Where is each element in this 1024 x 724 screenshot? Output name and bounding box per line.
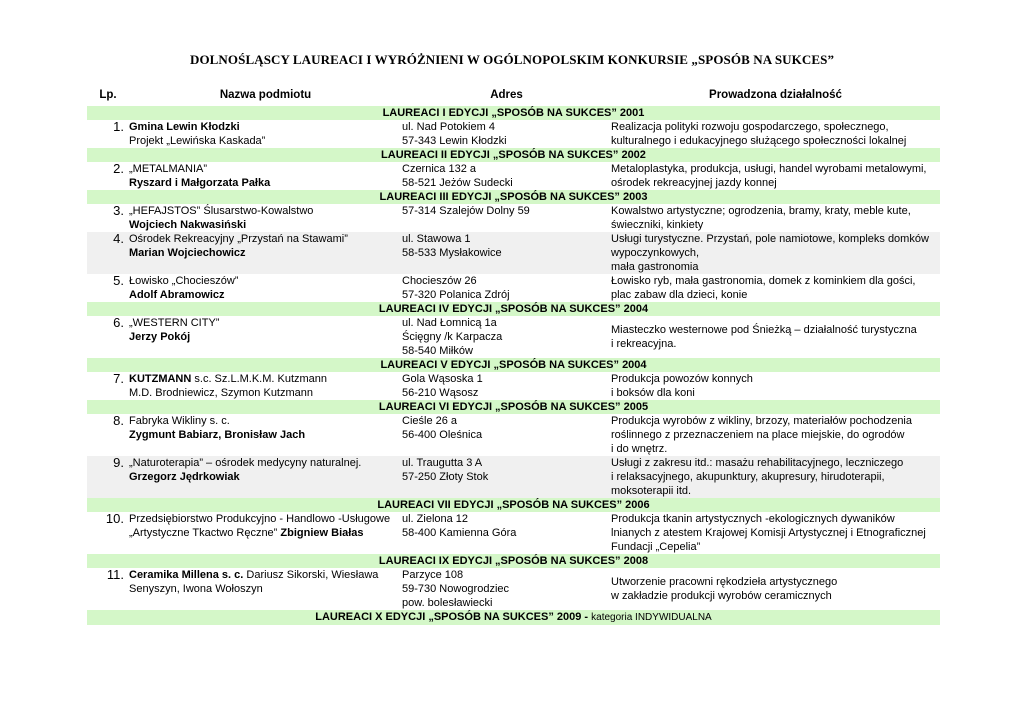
entity-name: „HEFAJSTOS” Ślusarstwo-Kowalstwo Wojciech Nakwasiński [129, 205, 314, 231]
edition-band-2009: LAUREACI X EDYCJI „SPOSÓB NA SUKCES” 2009 - kategoria INDYWIDUALNA [87, 610, 940, 625]
header-lp: Lp. [99, 89, 117, 101]
table-row [87, 372, 940, 400]
row-number: 6. [113, 315, 124, 330]
table-row [87, 162, 940, 190]
row-number: 4. [87, 232, 129, 274]
entity-name: „METALMANIA” Ryszard i Małgorzata Pałka [129, 163, 271, 189]
edition-band-2003: LAUREACI III EDYCJI „SPOSÓB NA SUKCES” 2003 [87, 190, 940, 204]
table-row [87, 456, 940, 498]
header-name: Nazwa podmiotu [219, 89, 312, 101]
activity: Usługi turystyczne. Przystań, pole namiotowe, kompleks domków wypoczynkowych, mała gastronomia [611, 232, 940, 274]
entity-name: „Naturoterapia” – ośrodek medycyny naturalnej. Grzegorz Jędrkowiak [129, 456, 402, 498]
address: ul. Stawowa 1 58-533 Mysłakowice [402, 232, 611, 274]
activity: Produkcja wyrobów z wikliny, brzozy, materiałów pochodzenia roślinnego z przeznaczeniem na placе miejskie, do ogrodów i do wnętrz. [611, 415, 912, 455]
row-number: 1. [113, 119, 124, 134]
entity-name: Fabryka Wikliny s. c. Zygmunt Babiarz, Bronisław Jach [129, 415, 306, 441]
row-number: 10. [105, 511, 124, 526]
address: Czernica 132 a 58-521 Jeżów Sudecki [402, 163, 513, 189]
activity: Miasteczko westernowe pod Śnieżką – działalność turystyczna i rekreacyjna. [611, 324, 917, 350]
header-address: Adres [490, 89, 523, 101]
edition-band-2006: LAUREACI VII EDYCJI „SPOSÓB NA SUKCES” 2006 [87, 498, 940, 512]
edition-band-2005: LAUREACI VI EDYCJI „SPOSÓB NA SUKCES” 2005 [87, 400, 940, 414]
table-row [87, 120, 940, 148]
activity: Metaloplastyka, produkcja, usługi, handel wyrobami metalowymi, ośrodek rekreacyjnej jazdy konnej [611, 163, 927, 189]
row-number: 8. [113, 413, 124, 428]
address: Cieśle 26 a 56-400 Oleśnica [402, 415, 483, 441]
category-label: kategoria INDYWIDUALNA [591, 612, 712, 623]
table-row [87, 512, 940, 554]
table-row [87, 204, 940, 232]
entity-name: Łowisko „Chocieszów” Adolf Abramowicz [129, 275, 239, 301]
row-number: 2. [113, 161, 124, 176]
table-row [87, 316, 940, 358]
edition-band-2004-v: LAUREACI V EDYCJI „SPOSÓB NA SUKCES” 2004 [87, 358, 940, 372]
table-row [87, 414, 940, 456]
address: Chocieszów 26 57-320 Polanica Zdrój [402, 275, 510, 301]
address: ul. Nad Potokiem 4 57-343 Lewin Kłodzki [402, 121, 507, 147]
address: ul. Traugutta 3 A 57-250 Złoty Stok [402, 456, 611, 498]
edition-band-2004-iv: LAUREACI IV EDYCJI „SPOSÓB NA SUKCES” 2004 [87, 302, 940, 316]
activity: Realizacja polityki rozwoju gospodarczego, społecznego, kulturalnego i edukacyjnego służącego społeczności lokalnej [611, 121, 907, 147]
address: Parzyce 108 59-730 Nowogrodziec pow. bolesławiecki [402, 569, 510, 609]
document-title: DOLNOŚLĄSCY LAUREACI I WYRÓŻNIENI W OGÓLNOPOLSKIM KONKURSIE „SPOSÓB NA SUKCES” [189, 52, 835, 67]
header-activity: Prowadzona działalność [709, 89, 842, 101]
table-row [87, 568, 940, 610]
entity-name: Ośrodek Rekreacyjny „Przystań na Stawami” Marian Wojciechowicz [129, 232, 402, 274]
activity: Kowalstwo artystyczne; ogrodzenia, bramy, kraty, meble kute, świeczniki, kinkiety [611, 205, 911, 231]
activity: Łowisko ryb, mała gastronomia, domek z kominkiem dla gości, plac zabaw dla dzieci, konie [611, 275, 916, 301]
entity-name: „WESTERN CITY” Jerzy Pokój [129, 317, 220, 343]
entity-name: Gmina Lewin Kłodzki Projekt „Lewińska Kaskada” [129, 121, 266, 147]
table-row [87, 274, 940, 302]
address: ul. Zielona 12 58-400 Kamienna Góra [402, 513, 517, 539]
activity: Produkcja powozów konnych i boksów dla koni [611, 373, 753, 399]
entity-name: Ceramika Millena s. c. Dariusz Sikorski, Wiesława Senyszyn, Iwona Wołoszyn [129, 569, 379, 595]
row-number: 7. [113, 371, 124, 386]
row-number: 9. [87, 456, 129, 498]
table-row [87, 232, 940, 274]
activity: Produkcja tkanin artystycznych -ekologicznych dywaników lnianych z atestem Krajowej Komisji Artystycznej i Etnograficznej Fundacji „Cepelia” [611, 513, 926, 553]
entity-name: Przedsiębiorstwo Produkcyjno - Handlowo -Usługowe „Artystyczne Tkactwo Ręczne” Zbigniew Białas [129, 513, 391, 539]
edition-band-2001: LAUREACI I EDYCJI „SPOSÓB NA SUKCES” 2001 [87, 106, 940, 120]
activity: Utworzenie pracowni rękodzieła artystycznego w zakładzie produkcji wyrobów ceramicznych [611, 576, 838, 602]
table-header-row [87, 84, 940, 106]
activity: Usługi z zakresu itd.: masażu rehabilitacyjnego, leczniczego i relaksacyjnego, akupunktury, akupresury, hirudoterapii, moksoterapii itd. [611, 456, 940, 498]
entity-name: KUTZMANN s.c. Sz.L.M.K.M. Kutzmann M.D. Brodniewicz, Szymon Kutzmann [129, 373, 328, 399]
row-number: 11. [106, 567, 124, 582]
address: ul. Nad Łomnicą 1a Ścięgny /k Karpacza 58-540 Miłków [402, 317, 503, 357]
row-number: 5. [113, 273, 124, 288]
row-number: 3. [113, 203, 124, 218]
address: Gola Wąsoska 1 56-210 Wąsosz [402, 373, 483, 399]
edition-band-2002: LAUREACI II EDYCJI „SPOSÓB NA SUKCES” 2002 [87, 148, 940, 162]
edition-band-2008: LAUREACI IX EDYCJI „SPOSÓB NA SUKCES” 2008 [87, 554, 940, 568]
laureates-table [87, 84, 940, 625]
address: 57-314 Szalejów Dolny 59 [402, 205, 530, 217]
